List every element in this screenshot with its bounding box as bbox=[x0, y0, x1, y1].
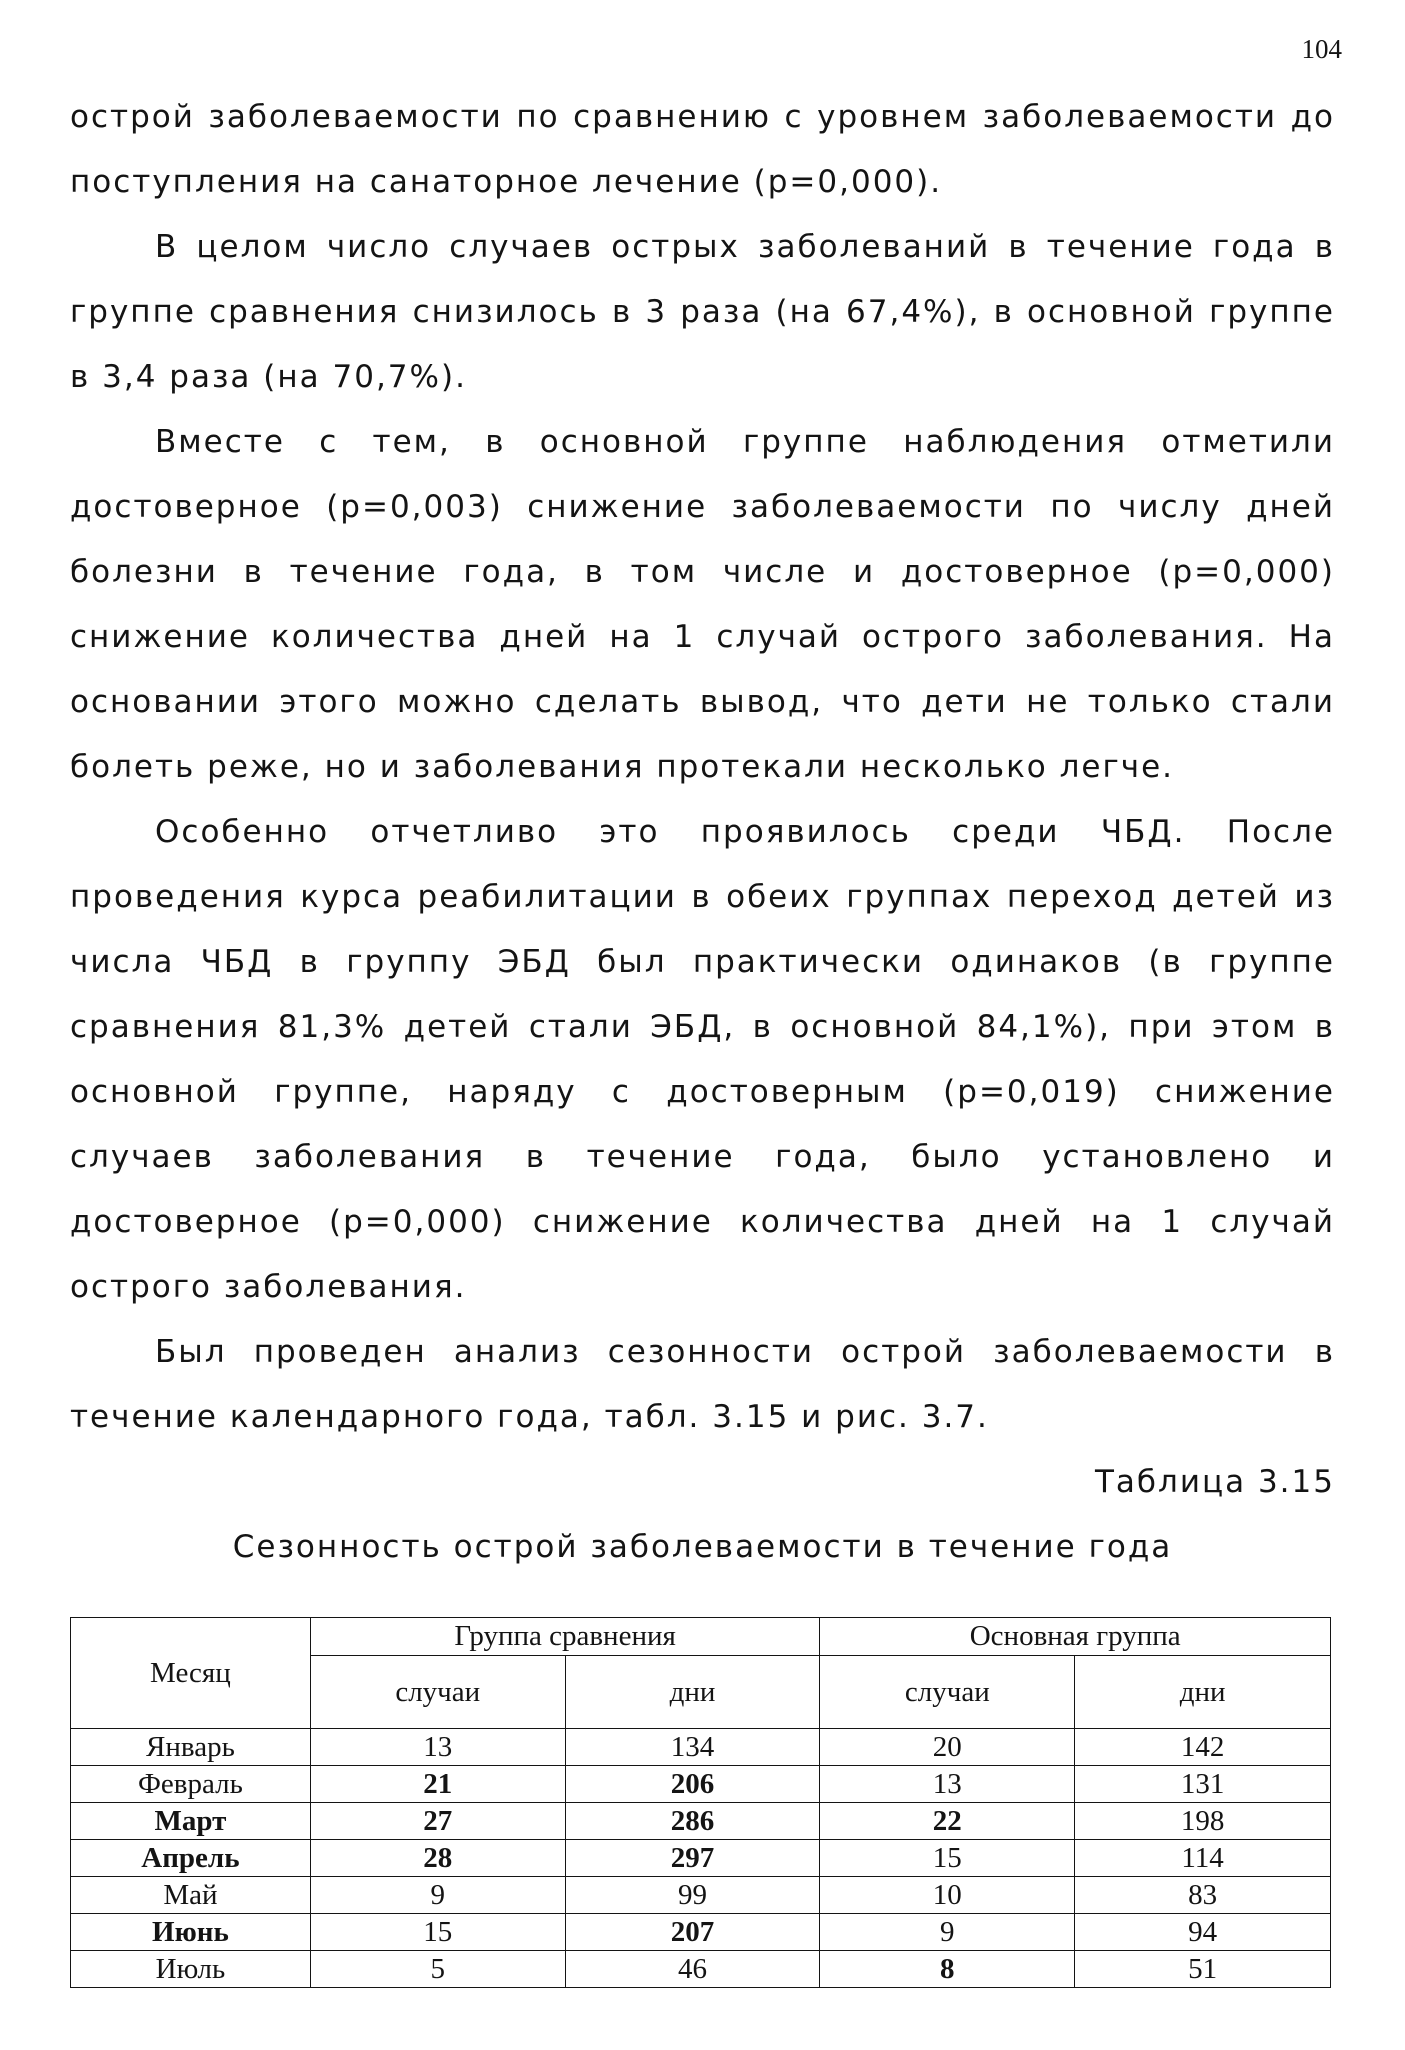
g1-cases-cell: 15 bbox=[310, 1914, 565, 1951]
g1-cases-header: случаи bbox=[310, 1656, 565, 1729]
table-row bbox=[71, 1914, 1331, 1951]
g1-days-header: дни bbox=[565, 1656, 820, 1729]
g2-days-cell: 198 bbox=[1075, 1803, 1331, 1840]
g1-cases-cell: 27 bbox=[310, 1803, 565, 1840]
g1-days-cell: 207 bbox=[565, 1914, 820, 1951]
g2-days-cell: 114 bbox=[1075, 1840, 1331, 1877]
g2-days-cell: 83 bbox=[1075, 1877, 1331, 1914]
g2-days-cell: 51 bbox=[1075, 1951, 1331, 1988]
table-row bbox=[71, 1877, 1331, 1914]
g1-days-cell: 286 bbox=[565, 1803, 820, 1840]
g1-days-cell: 134 bbox=[565, 1729, 820, 1766]
g2-cases-cell: 9 bbox=[820, 1914, 1075, 1951]
g1-days-cell: 206 bbox=[565, 1766, 820, 1803]
g1-days-cell: 99 bbox=[565, 1877, 820, 1914]
g2-days-cell: 131 bbox=[1075, 1766, 1331, 1803]
table-title: Сезонность острой заболеваемости в течение года bbox=[232, 1529, 1173, 1565]
g2-cases-header: случаи bbox=[820, 1656, 1075, 1729]
paragraph: Был проведен анализ сезонности острой заболеваемости в течение календарного года, табл. 3.15 и рис. 3.7. bbox=[70, 1334, 1335, 1435]
g1-days-cell: 46 bbox=[565, 1951, 820, 1988]
table-row bbox=[71, 1766, 1331, 1803]
table-row bbox=[71, 1729, 1331, 1766]
g1-days-cell: 297 bbox=[565, 1840, 820, 1877]
month-cell: Июль bbox=[71, 1951, 311, 1988]
g2-cases-cell: 10 bbox=[820, 1877, 1075, 1914]
table-row bbox=[71, 1840, 1331, 1877]
page-number: 104 bbox=[1301, 34, 1342, 64]
month-cell: Январь bbox=[71, 1729, 311, 1766]
g2-days-cell: 142 bbox=[1075, 1729, 1331, 1766]
table-row bbox=[71, 1951, 1331, 1988]
g2-days-cell: 94 bbox=[1075, 1914, 1331, 1951]
paragraph: Вместе с тем, в основной группе наблюдения отметили достоверное (р=0,003) снижение заболеваемости по числу дней болезни в течение года, в том числе и достоверное (р=0,000) снижение количества дней на 1 случай острого заболевания. На основании этого можно сделать вывод, что дети не только стали болеть реже, но и заболевания протекали несколько легче. bbox=[70, 424, 1335, 785]
g2-cases-cell: 22 bbox=[820, 1803, 1075, 1840]
month-cell: Июнь bbox=[71, 1914, 311, 1951]
paragraph: острой заболеваемости по сравнению с уровнем заболеваемости до поступления на санаторное лечение (р=0,000). bbox=[70, 99, 1335, 200]
paragraph: Особенно отчетливо это проявилось среди ЧБД. После проведения курса реабилитации в обеих группах переход детей из числа ЧБД в группу ЭБД был практически одинаков (в группе сравнения 81,3% детей стали ЭБД, в основной 84,1%), при этом в основной группе, наряду с достоверным (р=0,019) снижение случаев заболевания в течение года, было установлено и достоверное (р=0,000) снижение количества дней на 1 случай острого заболевания. bbox=[70, 814, 1335, 1305]
group-main-header: Основная группа bbox=[820, 1618, 1331, 1656]
group-comparison-header: Группа сравнения bbox=[310, 1618, 820, 1656]
g2-days-header: дни bbox=[1075, 1656, 1331, 1729]
seasonality-table bbox=[70, 1617, 1331, 1988]
g1-cases-cell: 13 bbox=[310, 1729, 565, 1766]
g2-cases-cell: 8 bbox=[820, 1951, 1075, 1988]
g2-cases-cell: 20 bbox=[820, 1729, 1075, 1766]
month-cell: Март bbox=[71, 1803, 311, 1840]
month-cell: Апрель bbox=[71, 1840, 311, 1877]
paragraph: В целом число случаев острых заболеваний в течение года в группе сравнения снизилось в 3 раза (на 67,4%), в основной группе в 3,4 раза (на 70,7%). bbox=[70, 229, 1335, 395]
g1-cases-cell: 5 bbox=[310, 1951, 565, 1988]
g2-cases-cell: 15 bbox=[820, 1840, 1075, 1877]
month-header: Месяц bbox=[71, 1618, 311, 1729]
month-cell: Май bbox=[71, 1877, 311, 1914]
g1-cases-cell: 28 bbox=[310, 1840, 565, 1877]
month-cell: Февраль bbox=[71, 1766, 311, 1803]
table-label: Таблица 3.15 bbox=[1095, 1464, 1335, 1500]
table-row bbox=[71, 1803, 1331, 1840]
g2-cases-cell: 13 bbox=[820, 1766, 1075, 1803]
g1-cases-cell: 21 bbox=[310, 1766, 565, 1803]
g1-cases-cell: 9 bbox=[310, 1877, 565, 1914]
body-text bbox=[70, 85, 1335, 1580]
